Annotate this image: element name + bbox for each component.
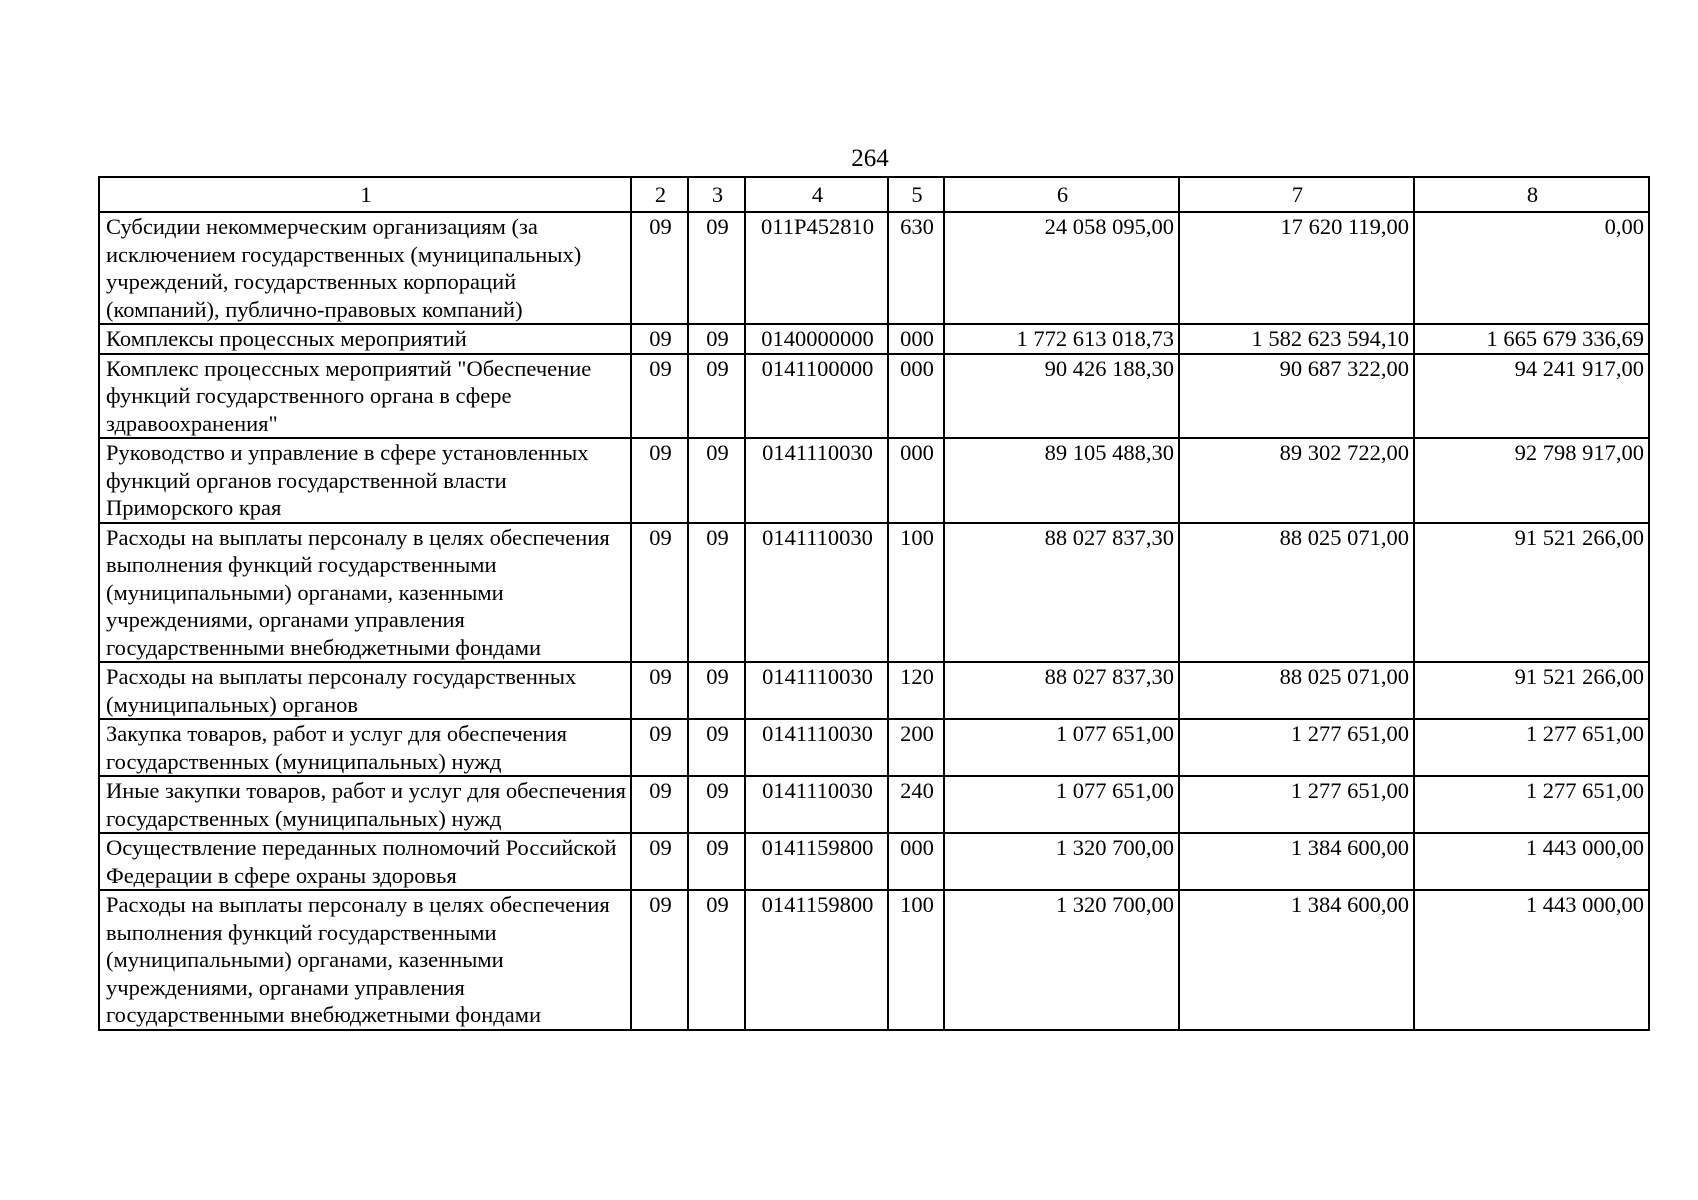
section-code-cell: 09 — [631, 324, 688, 354]
column-header-5: 5 — [888, 177, 944, 212]
row-name-cell: Закупка товаров, работ и услуг для обеспечения государственных (муниципальных) нужд — [99, 719, 631, 776]
section-code-cell: 09 — [631, 354, 688, 439]
amount-col8-cell: 91 521 266,00 — [1414, 662, 1649, 719]
table-row — [99, 354, 1649, 439]
amount-col6-cell: 1 772 613 018,73 — [944, 324, 1179, 354]
expense-type-cell: 200 — [888, 719, 944, 776]
target-article-cell: 0141110030 — [745, 662, 888, 719]
target-article-cell: 0141159800 — [745, 890, 888, 1030]
amount-col7-cell: 17 620 119,00 — [1179, 212, 1414, 324]
amount-col8-cell: 1 665 679 336,69 — [1414, 324, 1649, 354]
amount-col6-cell: 88 027 837,30 — [944, 523, 1179, 663]
subsection-code-cell: 09 — [688, 662, 745, 719]
amount-col7-cell: 1 384 600,00 — [1179, 833, 1414, 890]
column-header-7: 7 — [1179, 177, 1414, 212]
row-name-cell: Руководство и управление в сфере установленных функций органов государственной власти Приморского края — [99, 438, 631, 523]
amount-col8-cell: 1 443 000,00 — [1414, 833, 1649, 890]
target-article-cell: 0140000000 — [745, 324, 888, 354]
expense-type-cell: 000 — [888, 438, 944, 523]
amount-col6-cell: 1 077 651,00 — [944, 719, 1179, 776]
section-code-cell: 09 — [631, 212, 688, 324]
subsection-code-cell: 09 — [688, 719, 745, 776]
amount-col6-cell: 88 027 837,30 — [944, 662, 1179, 719]
section-code-cell: 09 — [631, 890, 688, 1030]
table-row — [99, 833, 1649, 890]
table-row — [99, 324, 1649, 354]
section-code-cell: 09 — [631, 438, 688, 523]
amount-col8-cell: 1 277 651,00 — [1414, 776, 1649, 833]
expense-type-cell: 120 — [888, 662, 944, 719]
subsection-code-cell: 09 — [688, 212, 745, 324]
row-name-cell: Комплекс процессных мероприятий "Обеспечение функций государственного органа в сфере здравоохранения" — [99, 354, 631, 439]
expense-type-cell: 240 — [888, 776, 944, 833]
subsection-code-cell: 09 — [688, 890, 745, 1030]
column-header-6: 6 — [944, 177, 1179, 212]
target-article-cell: 0141110030 — [745, 438, 888, 523]
amount-col6-cell: 1 077 651,00 — [944, 776, 1179, 833]
amount-col6-cell: 1 320 700,00 — [944, 890, 1179, 1030]
amount-col8-cell: 1 443 000,00 — [1414, 890, 1649, 1030]
expense-type-cell: 100 — [888, 890, 944, 1030]
section-code-cell: 09 — [631, 776, 688, 833]
header-row — [99, 177, 1649, 212]
subsection-code-cell: 09 — [688, 324, 745, 354]
target-article-cell: 0141159800 — [745, 833, 888, 890]
table-row — [99, 776, 1649, 833]
column-header-1: 1 — [99, 177, 631, 212]
amount-col8-cell: 0,00 — [1414, 212, 1649, 324]
row-name-cell: Расходы на выплаты персоналу государственных (муниципальных) органов — [99, 662, 631, 719]
amount-col7-cell: 1 277 651,00 — [1179, 719, 1414, 776]
target-article-cell: 011P452810 — [745, 212, 888, 324]
amount-col6-cell: 24 058 095,00 — [944, 212, 1179, 324]
column-header-8: 8 — [1414, 177, 1649, 212]
row-name-cell: Расходы на выплаты персоналу в целях обеспечения выполнения функций государственными (муниципальными) органами, казенными учреждениями, органами управления государственными внебюджетными фондами — [99, 890, 631, 1030]
target-article-cell: 0141110030 — [745, 719, 888, 776]
section-code-cell: 09 — [631, 523, 688, 663]
column-header-4: 4 — [745, 177, 888, 212]
expense-type-cell: 000 — [888, 324, 944, 354]
subsection-code-cell: 09 — [688, 523, 745, 663]
expense-type-cell: 000 — [888, 833, 944, 890]
amount-col7-cell: 89 302 722,00 — [1179, 438, 1414, 523]
amount-col6-cell: 90 426 188,30 — [944, 354, 1179, 439]
table-row — [99, 438, 1649, 523]
amount-col6-cell: 89 105 488,30 — [944, 438, 1179, 523]
expense-type-cell: 630 — [888, 212, 944, 324]
amount-col8-cell: 91 521 266,00 — [1414, 523, 1649, 663]
table-row — [99, 212, 1649, 324]
section-code-cell: 09 — [631, 662, 688, 719]
amount-col7-cell: 90 687 322,00 — [1179, 354, 1414, 439]
amount-col7-cell: 1 582 623 594,10 — [1179, 324, 1414, 354]
subsection-code-cell: 09 — [688, 833, 745, 890]
table-row — [99, 523, 1649, 663]
amount-col7-cell: 88 025 071,00 — [1179, 523, 1414, 663]
row-name-cell: Комплексы процессных мероприятий — [99, 324, 631, 354]
amount-col7-cell: 88 025 071,00 — [1179, 662, 1414, 719]
row-name-cell: Субсидии некоммерческим организациям (за исключением государственных (муниципальных) учреждений, государственных корпораций (компаний), публично-правовых компаний) — [99, 212, 631, 324]
section-code-cell: 09 — [631, 719, 688, 776]
amount-col8-cell: 1 277 651,00 — [1414, 719, 1649, 776]
row-name-cell: Расходы на выплаты персоналу в целях обеспечения выполнения функций государственными (муниципальными) органами, казенными учреждениями, органами управления государственными внебюджетными фондами — [99, 523, 631, 663]
table-row — [99, 719, 1649, 776]
amount-col7-cell: 1 277 651,00 — [1179, 776, 1414, 833]
subsection-code-cell: 09 — [688, 438, 745, 523]
amount-col8-cell: 92 798 917,00 — [1414, 438, 1649, 523]
section-code-cell: 09 — [631, 833, 688, 890]
page-number: 264 — [851, 145, 889, 172]
row-name-cell: Осуществление переданных полномочий Российской Федерации в сфере охраны здоровья — [99, 833, 631, 890]
table-row — [99, 662, 1649, 719]
target-article-cell: 0141110030 — [745, 776, 888, 833]
amount-col7-cell: 1 384 600,00 — [1179, 890, 1414, 1030]
target-article-cell: 0141110030 — [745, 523, 888, 663]
budget-table — [98, 176, 1650, 1031]
table-row — [99, 890, 1649, 1030]
expense-type-cell: 000 — [888, 354, 944, 439]
expense-type-cell: 100 — [888, 523, 944, 663]
subsection-code-cell: 09 — [688, 776, 745, 833]
subsection-code-cell: 09 — [688, 354, 745, 439]
row-name-cell: Иные закупки товаров, работ и услуг для обеспечения государственных (муниципальных) нужд — [99, 776, 631, 833]
target-article-cell: 0141100000 — [745, 354, 888, 439]
amount-col8-cell: 94 241 917,00 — [1414, 354, 1649, 439]
column-header-2: 2 — [631, 177, 688, 212]
table-body — [99, 212, 1649, 1030]
amount-col6-cell: 1 320 700,00 — [944, 833, 1179, 890]
column-header-3: 3 — [688, 177, 745, 212]
